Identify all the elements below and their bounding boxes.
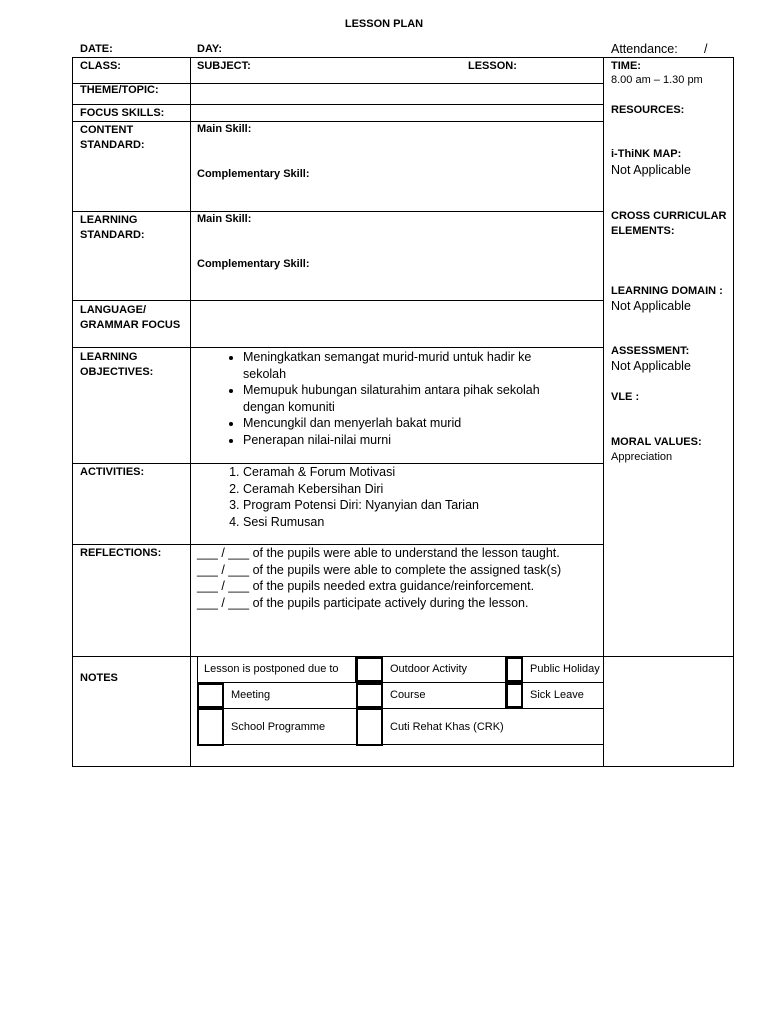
lesson-label: LESSON: [468, 60, 517, 72]
holiday-label: Public Holiday [530, 663, 600, 675]
moral-values-label: MORAL VALUES: [611, 436, 702, 448]
reflection-line: ___ / ___ of the pupils participate actively during the lesson. [197, 595, 529, 610]
vle-label: VLE : [611, 391, 640, 403]
course-label: Course [390, 689, 426, 701]
attendance-separator: / [704, 42, 708, 56]
objective-item: • Memupuk hubungan silaturahim antara pihak sekolah dengan komuniti [243, 382, 577, 415]
subject-label: SUBJECT: [197, 60, 251, 72]
ithink-value: Not Applicable [611, 163, 691, 177]
time-value: 8.00 am – 1.30 pm [611, 74, 703, 86]
objective-item: • Meningkatkan semangat murid-murid untuk hadir ke sekolah [243, 349, 577, 382]
objective-item: • Penerapan nilai-nilai murni [243, 432, 577, 449]
class-label: CLASS: [80, 60, 121, 72]
learning-standard-label: LEARNING STANDARD: [80, 214, 145, 241]
ithink-label: i-ThiNK MAP: [611, 148, 682, 160]
outdoor-label: Outdoor Activity [390, 663, 468, 675]
objectives-list-container [197, 349, 577, 448]
assessment-label: ASSESSMENT: [611, 345, 690, 357]
crk-label: Cuti Rehat Khas (CRK) [390, 721, 504, 733]
activity-item: 3. Program Potensi Diri: Nyanyian dan Tarian [243, 497, 597, 514]
postponed-label: Lesson is postponed due to [204, 663, 339, 675]
assessment-value: Not Applicable [611, 359, 691, 373]
activities-label: ACTIVITIES: [80, 466, 145, 478]
time-label: TIME: [611, 60, 641, 72]
content-main-skill: Main Skill: [197, 123, 252, 135]
reflection-line: ___ / ___ of the pupils needed extra guidance/reinforcement. [197, 579, 535, 593]
date-label: DATE: [80, 43, 113, 55]
activity-item: 2. Ceramah Kebersihan Diri [243, 481, 597, 498]
reflection-line: ___ / ___ of the pupils were able to complete the assigned task(s) [197, 562, 562, 577]
theme-topic-label: THEME/TOPIC: [80, 84, 159, 96]
learning-complementary-skill: Complementary Skill: [197, 258, 310, 270]
content-standard-label: CONTENT STANDARD: [80, 124, 145, 151]
reflection-line: ___ / ___ of the pupils were able to understand the lesson taught. [197, 546, 560, 560]
page-title: LESSON PLAN [344, 18, 424, 30]
holiday-checkbox[interactable] [506, 657, 523, 682]
activities-list [197, 464, 597, 530]
moral-values-value: Appreciation [611, 451, 673, 463]
learning-domain-value: Not Applicable [611, 299, 691, 313]
learning-objectives-label: LEARNING OBJECTIVES: [80, 351, 154, 378]
course-checkbox[interactable] [356, 683, 383, 708]
objective-item: • Mencungkil dan menyerlah bakat murid [243, 415, 577, 432]
day-label: DAY: [197, 43, 223, 55]
reflections-label: REFLECTIONS: [80, 547, 162, 559]
sick-leave-checkbox[interactable] [506, 683, 523, 708]
cross-curricular-label: CROSS CURRICULAR ELEMENTS: [611, 210, 727, 237]
learning-domain-label: LEARNING DOMAIN : [611, 285, 723, 297]
outdoor-checkbox[interactable] [356, 657, 383, 682]
content-complementary-skill: Complementary Skill: [197, 168, 310, 180]
crk-checkbox[interactable] [356, 708, 383, 746]
learning-main-skill: Main Skill: [197, 213, 252, 225]
activities-list-container [197, 464, 597, 530]
meeting-label: Meeting [231, 689, 271, 701]
meeting-checkbox[interactable] [197, 683, 224, 708]
reflections-block [197, 545, 602, 611]
resources-label: RESOURCES: [611, 104, 685, 116]
attendance-label: Attendance: [611, 42, 678, 56]
notes-label: NOTES [80, 672, 118, 684]
objectives-list [197, 349, 577, 448]
activity-item: 1. Ceramah & Forum Motivasi [243, 464, 597, 481]
focus-skills-label: FOCUS SKILLS: [80, 107, 165, 119]
activity-item: 4. Sesi Rumusan [243, 514, 597, 531]
school-programme-checkbox[interactable] [197, 708, 224, 746]
language-grammar-label: LANGUAGE/ GRAMMAR FOCUS [80, 304, 181, 331]
sick-leave-label: Sick Leave [530, 689, 584, 701]
school-programme-label: School Programme [231, 721, 326, 733]
